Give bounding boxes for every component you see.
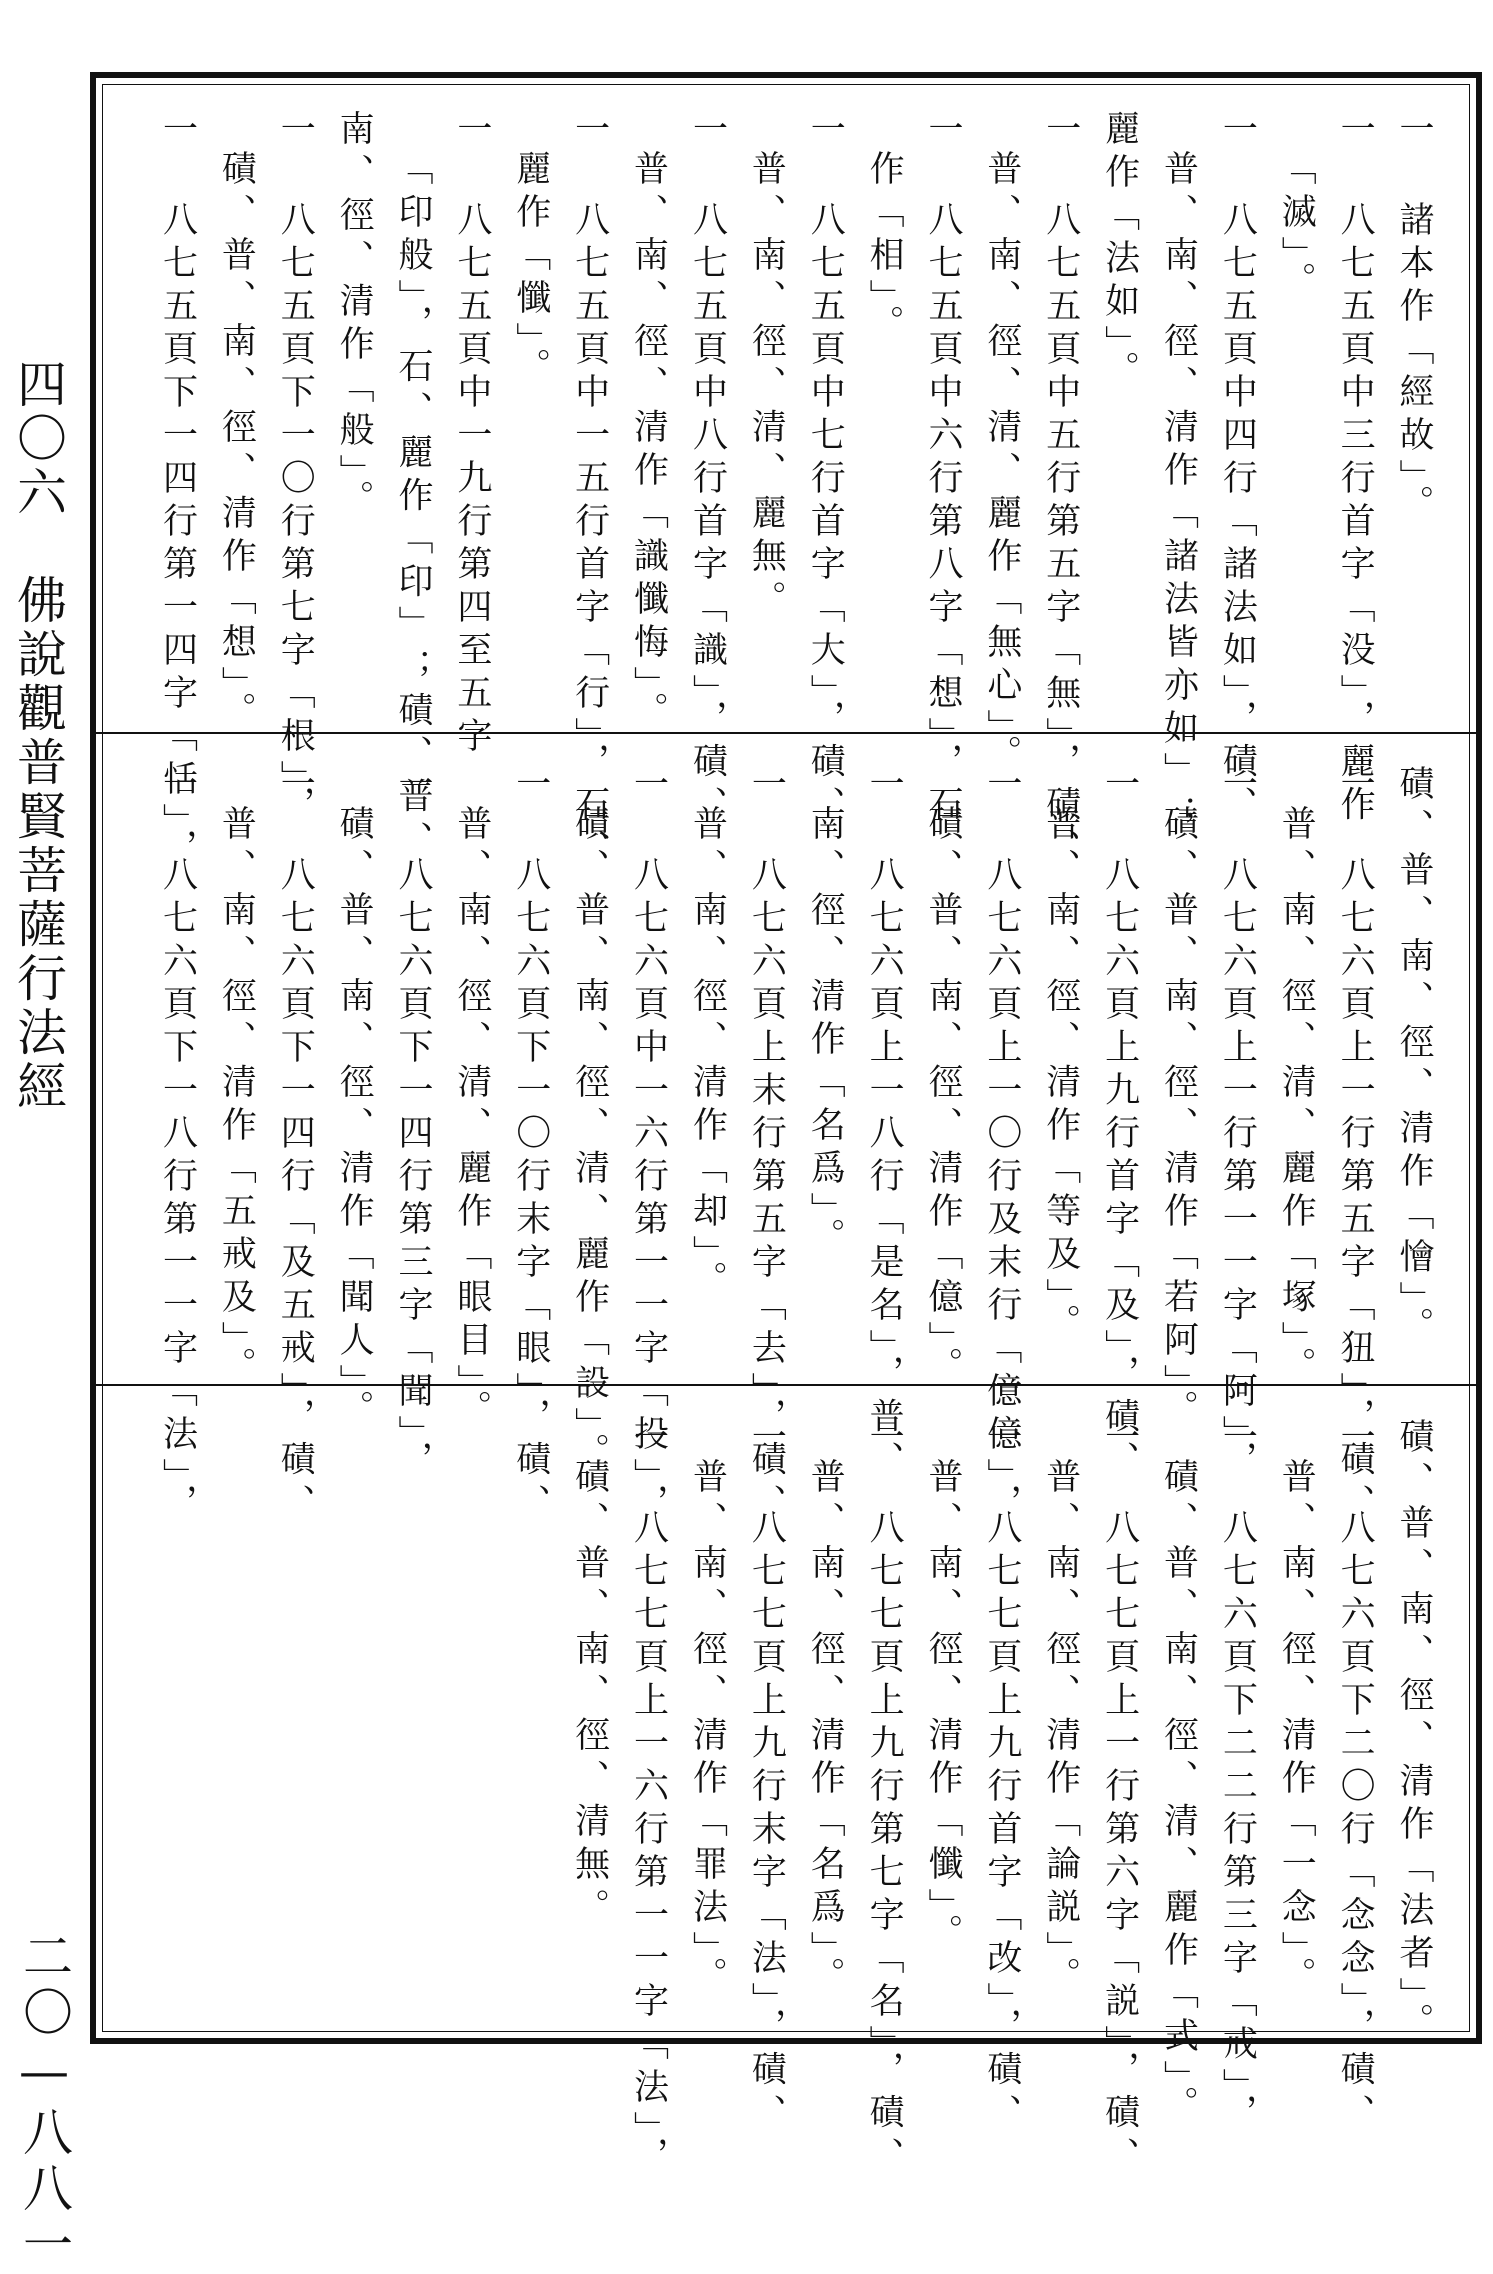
collation-note: 一 八七七頁上一行第六字「説」，磧、 [1099, 1418, 1140, 2180]
collation-note: 一 八七六頁下二二行第三字「戒」， [1217, 1418, 1258, 2137]
sutra-title-text: 佛說觀普賢菩薩行法經 [9, 574, 67, 1114]
page-number: 四〇六 [9, 358, 67, 520]
collation-note-continuation: 普、南、徑、清作「等及」。 [1040, 805, 1081, 1347]
collation-note: 一 八七七頁上一六行第一一字「法」， [628, 1418, 669, 2180]
collation-note: 一 八七五頁中六行第八字「想」，石 [922, 110, 963, 829]
collation-note: 一 八七六頁下二〇行「念念」，磧、 [1335, 1418, 1376, 2137]
collation-note-continuation: 磧、普、南、徑、清作「億」。 [922, 805, 963, 1390]
volume-page-number: 二〇—八八一 [15, 1930, 73, 2274]
collation-note-continuation: 普、南、徑、清作「名爲」。 [805, 1458, 846, 2000]
collation-note-continuation: 普、南、徑、清、麗無。 [746, 150, 787, 623]
collation-note: 一 八七五頁中一九行第四至五字 [451, 110, 492, 760]
collation-note: 一 八七六頁下一四行第三字「聞」， [393, 765, 434, 1484]
collation-note-continuation: 普、南、徑、清作「罪法」。 [687, 1458, 728, 2000]
collation-note-continuation: 普、南、徑、清、麗作「塚」。 [1276, 805, 1317, 1390]
collation-note: 一 八七五頁下一四行第一四字「恬」， [157, 110, 198, 872]
collation-note: 一 諸本作「經故」。 [1394, 110, 1434, 528]
collation-note: 一 八七六頁下一〇行末字「眼」，磧、 [510, 765, 551, 1527]
collation-note: 南、徑、清作「般」。 [334, 110, 375, 523]
collation-note-continuation: 「印般」，石、麗作「印」；磧、普、 [393, 150, 434, 864]
side-margin [0, 180, 80, 2274]
collation-note-continuation: 磧、普、南、徑、清作「若阿」。 [1158, 805, 1199, 1433]
collation-note-continuation: 普、南、徑、清作「識懺悔」。 [628, 150, 669, 735]
collation-note: 一 八七六頁上末行第五字「去」，磧、 [746, 765, 787, 1527]
collation-note: 一 八七六頁下一八行第一一字「法」， [157, 765, 198, 1527]
collation-note-continuation: 磧、普、南、徑、清作「聞人」。 [334, 805, 375, 1433]
collation-note: 一 八七七頁上九行首字「改」，磧、 [981, 1418, 1022, 2137]
collation-note: 一 八七七頁上九行第七字「名」，磧、 [864, 1418, 905, 2180]
collation-note-continuation: 磧、普、南、徑、清作「想」。 [216, 150, 257, 735]
collation-note: 一 八七五頁下一〇行第七字「根」， [275, 110, 316, 829]
collation-note-continuation: 磧、普、南、徑、清無。 [569, 1458, 610, 1931]
collation-note: 一 八七六頁上一〇行及末行「億億」， [981, 765, 1022, 1527]
collation-note-continuation: 作「相」。 [864, 150, 905, 348]
collation-note: 一 八七五頁中三行首字「没」，麗作 [1335, 110, 1376, 829]
collation-note-continuation: 磧、普、南、徑、清、麗作「式」。 [1158, 1458, 1199, 2129]
collation-note: 麗作「法如」。 [1099, 110, 1140, 394]
collation-note-continuation: 普、南、徑、清作「却」。 [687, 805, 728, 1304]
collation-note-continuation: 麗作「懺」。 [510, 150, 551, 391]
collation-note-continuation: 普、南、徑、清作「五戒及」。 [216, 805, 257, 1390]
collation-note: 一 八七六頁下一四行「及五戒」，磧、 [275, 765, 316, 1527]
collation-note-continuation: 普、南、徑、清作「懺」。 [922, 1458, 963, 1957]
collation-note: 一 八七六頁上九行首字「及」，磧、 [1099, 765, 1140, 1484]
collation-note: 一 八七五頁中四行「諸法如」，磧、 [1217, 110, 1258, 829]
collation-note: 磧、普、南、徑、清作「懀」。 [1394, 765, 1434, 1350]
collation-note-continuation: 普、南、徑、清、麗作「眼目」。 [451, 805, 492, 1433]
collation-note: 一 八七六頁中一六行第一一字「投」， [628, 765, 669, 1527]
sutra-title [8, 358, 68, 1114]
collation-note: 一 八七六頁上一行第五字「狃」，磧、 [1335, 765, 1376, 1527]
collation-note: 一 八七五頁中八行首字「識」，磧、 [687, 110, 728, 829]
collation-note: 磧、普、南、徑、清作「法者」。 [1394, 1418, 1434, 2046]
collation-note: 一 八七六頁上一行第一一字「阿」， [1217, 765, 1258, 1484]
collation-note-continuation: 普、南、徑、清作「諸法皆亦如」； [1158, 150, 1199, 838]
collation-note-continuation: 「滅」。 [1276, 150, 1317, 305]
collation-note-continuation: 普、南、徑、清作「一念」。 [1276, 1458, 1317, 2000]
collation-note: 一 八七五頁中七行首字「大」，磧、 [805, 110, 846, 829]
collation-note: 一 八七六頁上一八行「是名」，普、 [864, 765, 905, 1484]
collation-note-continuation: 普、南、徑、清作「論説」。 [1040, 1458, 1081, 2000]
collation-note-continuation: 普、南、徑、清、麗作「無心」。 [981, 150, 1022, 778]
collation-note: 一 八七五頁中五行第五字「無」，磧、 [1040, 110, 1081, 872]
collation-note: 一 八七七頁上九行末字「法」，磧、 [746, 1418, 787, 2137]
collation-note-continuation: 磧、普、南、徑、清、麗作「設」。 [569, 805, 610, 1476]
collation-note-continuation: 南、徑、清作「名爲」。 [805, 805, 846, 1261]
collation-note: 一 八七五頁中一五行首字「行」，石、 [569, 110, 610, 872]
